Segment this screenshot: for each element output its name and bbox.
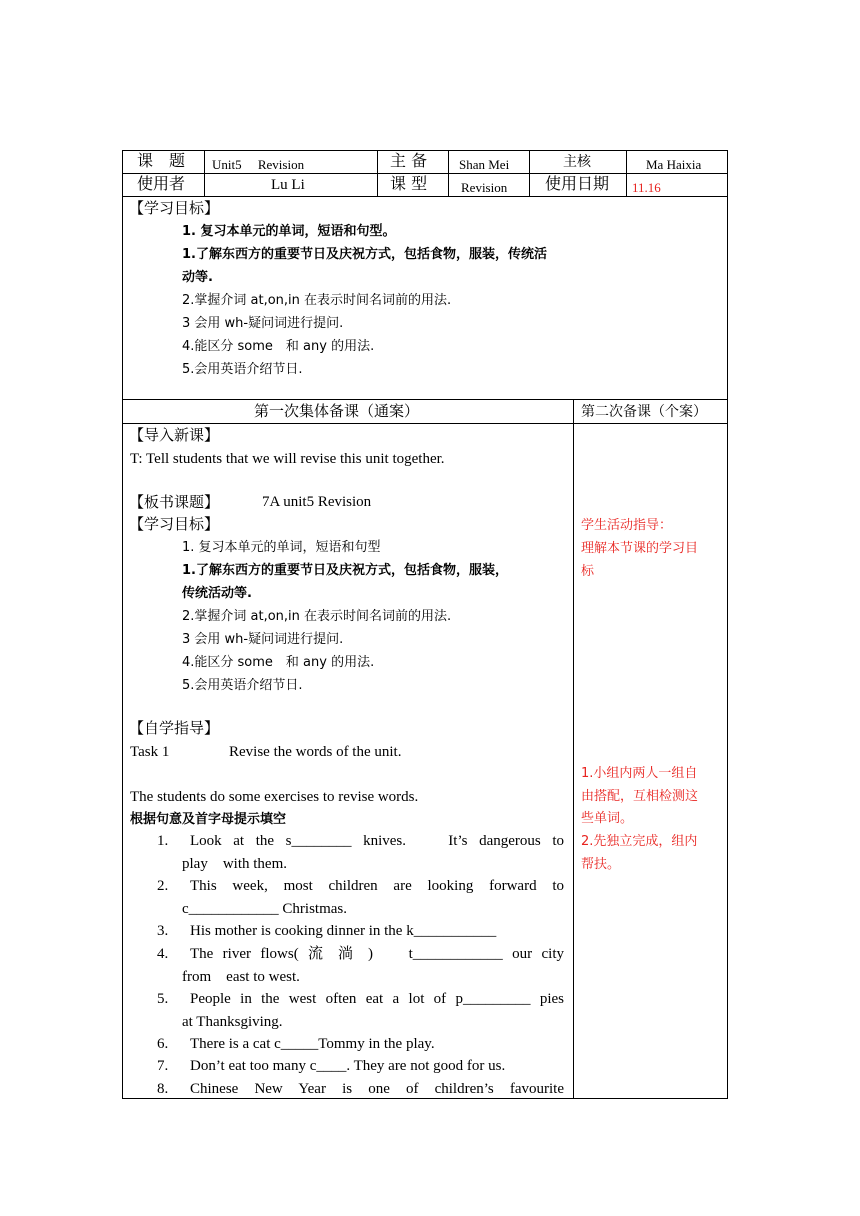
- table-col-divider: [626, 150, 627, 196]
- label-chief: 主核: [563, 154, 591, 170]
- exercise-number: 5.: [157, 991, 169, 1007]
- table-border-right: [727, 150, 728, 1099]
- chief-value: Ma Haixia: [646, 157, 702, 172]
- label-date: 使用日期: [545, 174, 610, 193]
- side-note-line: 理解本节课的学习目: [581, 541, 699, 556]
- objectives-title: 【学习目标】: [129, 515, 220, 533]
- objective-item: 2.掌握介词 at,on,in 在表示时间名词前的用法.: [182, 609, 452, 624]
- exercise-line: Don’t eat too many c____. They are not good for us.: [190, 1058, 506, 1074]
- table-col-divider: [573, 399, 574, 1099]
- exercise-intro: The students do some exercises to revise words.: [130, 789, 419, 805]
- task-text: Revise the words of the unit.: [229, 744, 402, 760]
- table-col-divider: [448, 150, 449, 196]
- label-topic: 课 题: [137, 151, 186, 170]
- table-row-divider: [122, 399, 728, 400]
- objective-item: 3 会用 wh-疑问词进行提问.: [182, 632, 344, 647]
- side-note-line: 些单词。: [581, 811, 634, 826]
- board-text: 7A unit5 Revision: [262, 494, 372, 510]
- objective-item: 5.会用英语介绍节日.: [182, 362, 303, 377]
- user-value: Lu Li: [271, 177, 305, 193]
- side-note-line: 标: [581, 564, 595, 579]
- table-row-divider: [122, 423, 728, 424]
- board-title: 【板书课题】: [129, 493, 220, 511]
- objective-item: 2.掌握介词 at,on,in 在表示时间名词前的用法.: [182, 293, 452, 308]
- exercise-number: 4.: [157, 946, 169, 962]
- exercise-line: His mother is cooking dinner in the k___________: [190, 923, 497, 939]
- side-note-line: 2.先独立完成，组内: [581, 834, 698, 849]
- exercise-line: Chinese New Year is one of children’s favourite: [190, 1081, 564, 1097]
- table-col-divider: [377, 150, 378, 196]
- section-header-left: 第一次集体备课（通案）: [254, 402, 420, 420]
- side-note-line: 帮扶。: [581, 857, 621, 872]
- table-border-left: [122, 150, 123, 1099]
- objective-item: 1.了解东西方的重要节日及庆祝方式，包括食物，服装，传统活: [182, 247, 547, 262]
- exercise-number: 6.: [157, 1036, 169, 1052]
- intro-text: T: Tell students that we will revise this unit together.: [130, 451, 445, 467]
- exercise-number: 7.: [157, 1058, 169, 1074]
- objective-item: 3 会用 wh-疑问词进行提问.: [182, 316, 344, 331]
- table-col-divider: [529, 150, 530, 196]
- date-value: 11.16: [632, 180, 661, 195]
- side-note-line: 学生活动指导：: [581, 518, 673, 533]
- label-main-preparer: 主 备: [390, 151, 428, 170]
- task-label: Task 1: [130, 744, 170, 760]
- exercise-number: 3.: [157, 923, 169, 939]
- exercise-instruction: 根据句意及首字母提示填空: [130, 812, 287, 827]
- exercise-line: The river flows( 流 淌 ) t____________ our city: [190, 946, 564, 962]
- objective-item: 传统活动等.: [182, 586, 252, 601]
- objective-item: 动等.: [182, 270, 213, 285]
- section-header-right: 第二次备课（个案）: [581, 404, 707, 420]
- intro-title: 【导入新课】: [129, 426, 220, 444]
- exercise-line: from east to west.: [182, 969, 300, 985]
- exercise-line: There is a cat c_____Tommy in the play.: [190, 1036, 435, 1052]
- exercise-number: 2.: [157, 878, 169, 894]
- main-preparer-value: Shan Mei: [459, 157, 510, 172]
- objectives-top-title: 【学习目标】: [129, 199, 220, 217]
- exercise-line: c____________ Christmas.: [182, 901, 347, 917]
- self-study-title: 【自学指导】: [129, 719, 220, 737]
- exercise-number: 1.: [157, 833, 169, 849]
- exercise-line: This week, most children are looking forward to: [190, 878, 564, 894]
- exercise-number: 8.: [157, 1081, 169, 1097]
- objective-item: 1.了解东西方的重要节日及庆祝方式，包括食物，服装，: [182, 563, 508, 578]
- objective-item: 1. 复习本单元的单词，短语和句型。: [182, 224, 396, 239]
- objective-item: 4.能区分 some 和 any 的用法.: [182, 655, 375, 670]
- exercise-line: People in the west often eat a lot of p_________ pies: [190, 991, 564, 1007]
- lesson-type-value: Revision: [461, 180, 508, 195]
- objective-item: 4.能区分 some 和 any 的用法.: [182, 339, 375, 354]
- exercise-line: play with them.: [182, 856, 287, 872]
- topic-value: Unit5 Revision: [212, 157, 305, 172]
- objective-item: 5.会用英语介绍节日.: [182, 678, 303, 693]
- table-col-divider: [204, 150, 205, 196]
- exercise-line: Look at the s________ knives. It’s dangerous to: [190, 833, 564, 849]
- label-lesson-type: 课 型: [390, 174, 428, 193]
- table-border-bottom: [122, 1098, 728, 1099]
- exercise-line: at Thanksgiving.: [182, 1014, 283, 1030]
- side-note-line: 1.小组内两人一组自: [581, 766, 698, 781]
- objective-item: 1. 复习本单元的单词，短语和句型: [182, 540, 381, 555]
- label-user: 使用者: [137, 174, 186, 193]
- side-note-line: 由搭配，互相检测这: [581, 789, 699, 804]
